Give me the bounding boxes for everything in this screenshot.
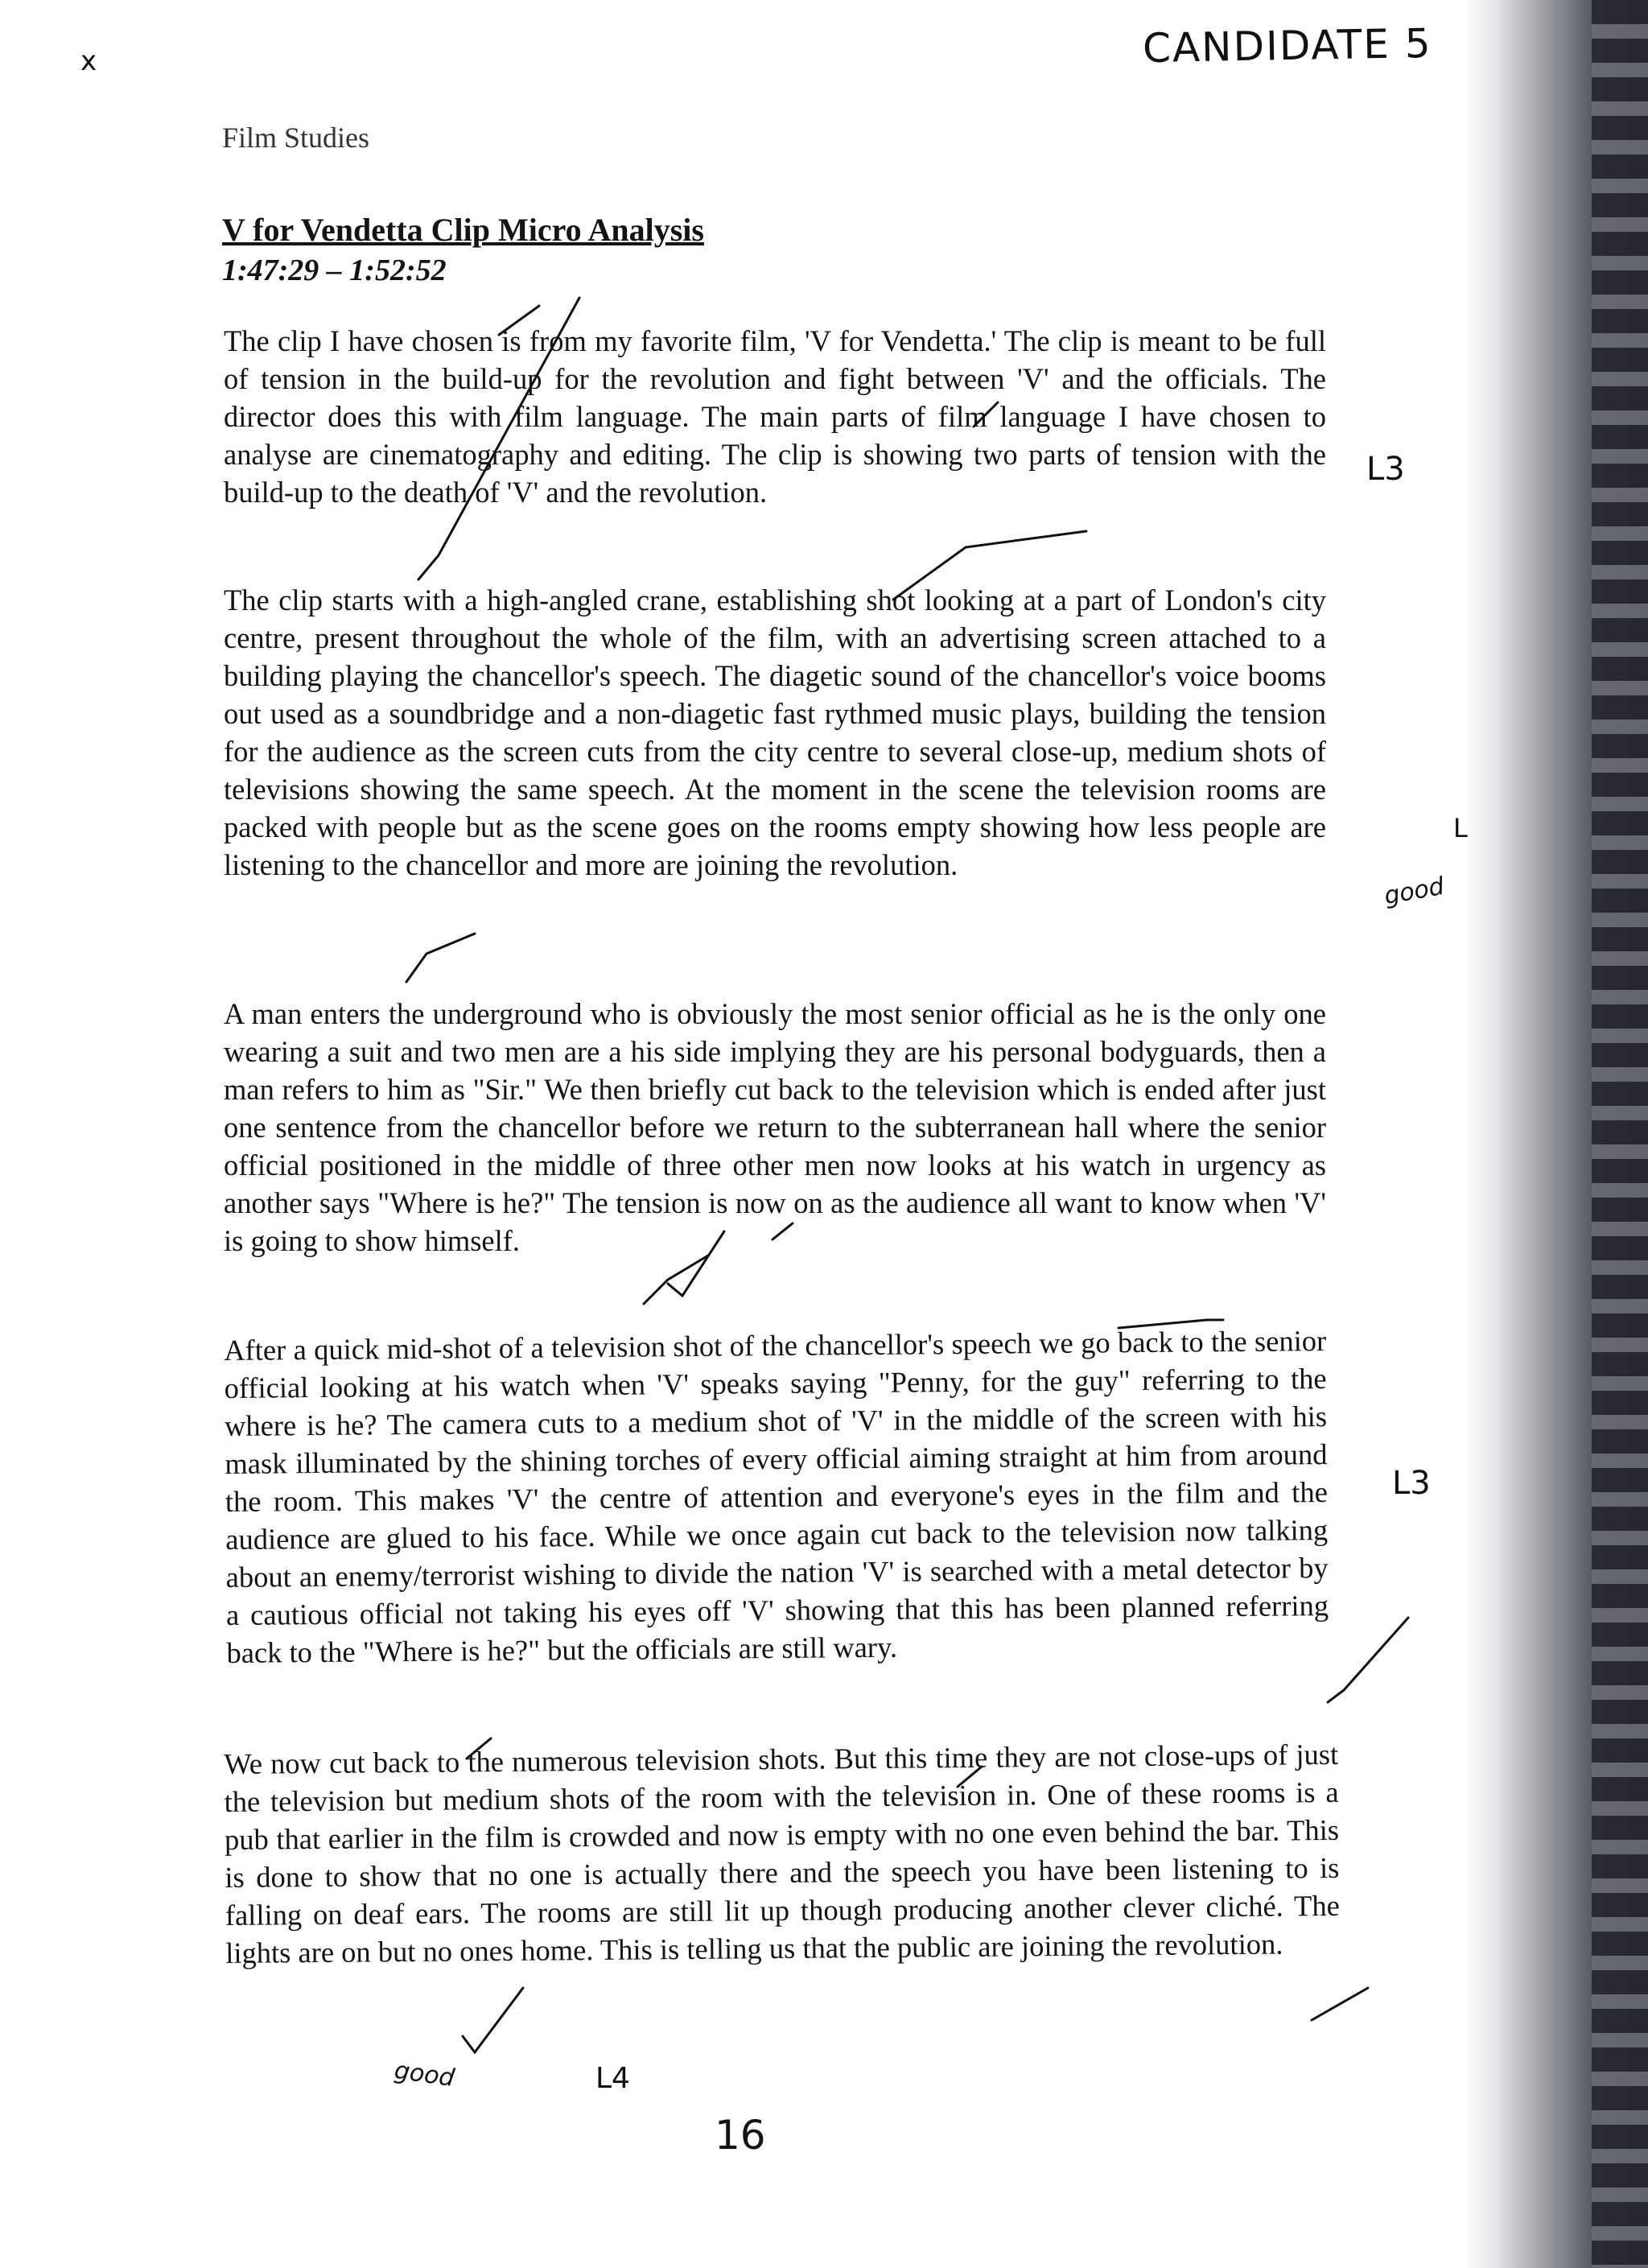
slash-mark (772, 1223, 793, 1239)
bottom-grade-l4: L4 (595, 2062, 630, 2095)
slash-mark (958, 1767, 982, 1787)
margin-grade-partial: L (1453, 813, 1468, 843)
tick-mark (463, 1988, 523, 2052)
clip-timecode: 1:47:29 – 1:52:52 (222, 254, 447, 287)
paragraph-underground: A man enters the underground who is obviously the most senior official as he is the only one wearing a suit and two men are a his side implying they are his personal bodyguards, then a man refers to him as "Sir." We then briefly cut back to the television which is ended after just one sentence from the chancellor before we return to the subterranean hall where the senior official positioned in the middle of three other men now looks at his watch in urgency as another says "Where is he?" The tension is now on as the audience all want to know when 'V' is going to show himself. (224, 997, 1326, 1257)
tick-mark (1119, 1320, 1223, 1328)
margin-grade-l3-second: L3 (1392, 1465, 1431, 1502)
tick-mark (1328, 1618, 1408, 1702)
document-header: Film Studies (222, 122, 370, 154)
slash-mark (499, 306, 539, 335)
slash-mark (467, 1738, 491, 1759)
bottom-comment-good: good (392, 2056, 456, 2093)
paragraph-opening-shot: The clip starts with a high-angled crane, establishing shot looking at a part of London's city centre, present throughout the whole of the film, with an advertising screen attached to a building playing the chancellor's speech. The diagetic sound of the chancellor's voice booms out used as a soundbridge and a non-diagetic fast rythmed music plays, building the tension for the audience as the screen cuts from the city centre to several close-up, medium shots of televisions showing the same speech. At the moment in the scene the television rooms are packed with people but as the scene goes on the rooms empty showing how less people are listening to the chancellor and more are joining the revolution. (224, 583, 1326, 881)
paragraph-v-appears: After a quick mid-shot of a television shot of the chancellor's speech we go back to the senior official looking at his watch when 'V' speaks saying "Penny, for the guy" referring to the where is he? The camera cuts to a medium shot of 'V' in the middle of the screen with his mask illuminated by the shining torches of every official aiming straight at him from around the room. This makes 'V' the centre of attention and everyone's eyes in the film and the audience are glued to his face. While we once again cut back to the television now talking about an enemy/terrorist wishing to divide the nation 'V' is searched with a metal detector by a cautious official not taking his eyes off 'V' showing that this has been planned referring back to the "Where is he?" but the officials are still wary. (224, 1324, 1329, 1669)
tick-mark (418, 298, 579, 579)
slash-mark (974, 402, 998, 427)
tick-mark (893, 531, 1086, 600)
paragraph-empty-rooms: We now cut back to the numerous television shots. But this time they are not close-ups of just the television but medium shots of the room with the television in. One of these rooms is a pub that earlier in the film is crowded and now is empty with no one even behind the bar. This is done to show that no one is actually there and the speech you have been listening to is falling on deaf ears. The rooms are still lit up though producing another clever cliché. The lights are on but no ones home. This is telling us that the public are joining the revolution. (224, 1737, 1340, 1969)
margin-comment-good: good (1382, 872, 1447, 911)
paragraph-introduction: The clip I have chosen is from my favorite film, 'V for Vendetta.' The clip is meant to be full of tension in the build-up for the revolution and fight between 'V' and the officials. The director does this with film language. The main parts of film language I have chosen to analyse are cinematography and editing. The clip is showing two parts of tension with the build-up to the death of 'V' and the revolution. (224, 324, 1326, 509)
candidate-label-handwritten: CANDIDATE 5 (1142, 19, 1433, 72)
page-number: 16 (715, 2112, 766, 2159)
document-title: V for Vendetta Clip Micro Analysis (222, 212, 704, 248)
corner-mark-handwritten: x (80, 45, 97, 77)
tick-mark (644, 1256, 708, 1304)
margin-grade-l3: L3 (1366, 451, 1405, 488)
tick-mark (1312, 1988, 1368, 2020)
tick-mark (406, 934, 475, 982)
